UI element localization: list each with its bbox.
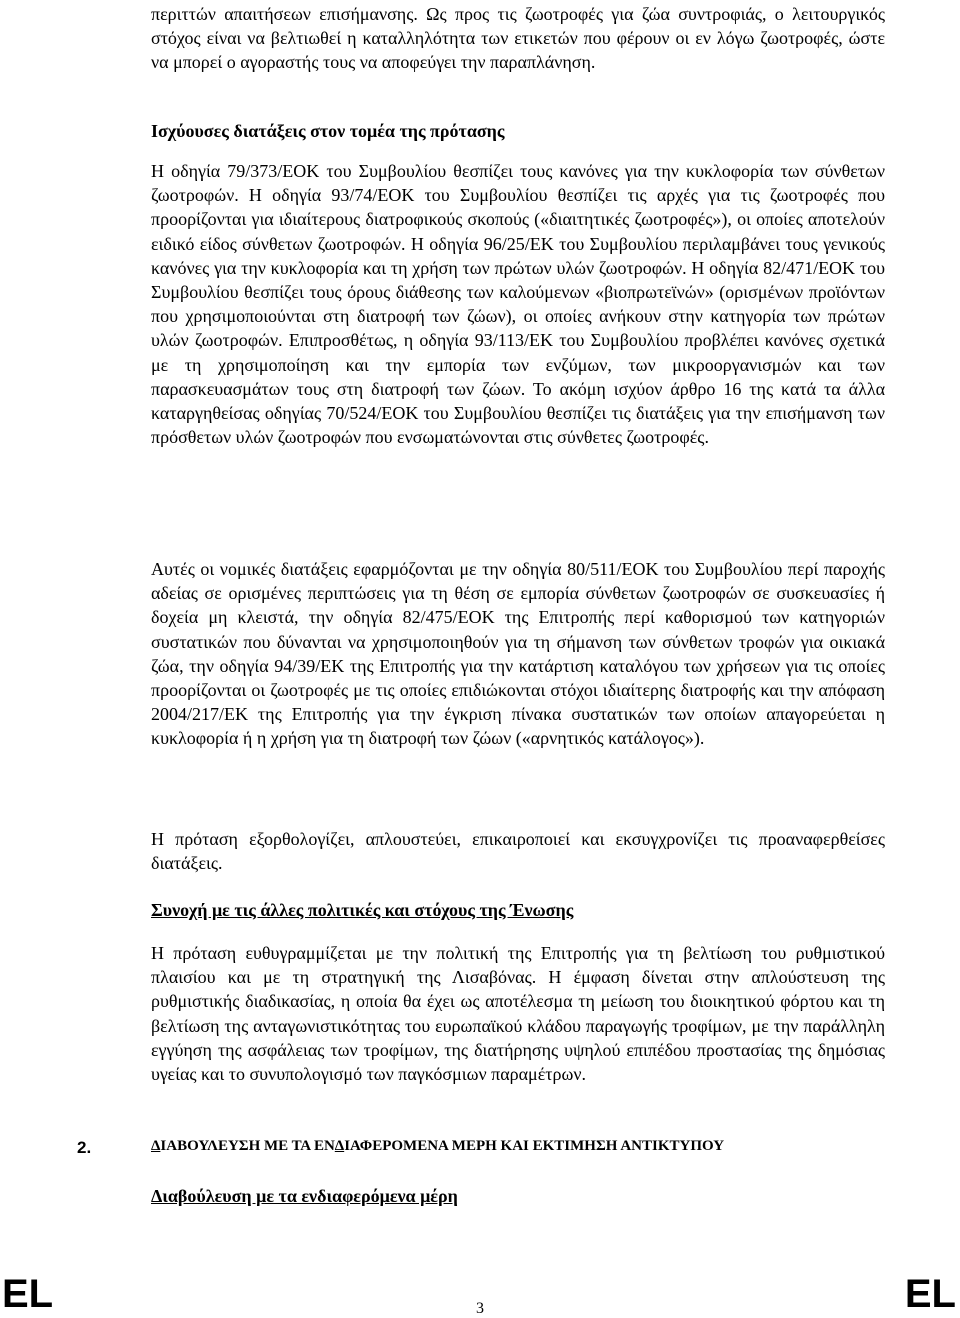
- footer-language-right: EL: [904, 1272, 956, 1316]
- footer-language-left: EL: [2, 1272, 54, 1316]
- heading-consultation: Διαβούλευση με τα ενδιαφερόμενα μέρη: [151, 1186, 458, 1206]
- section-title-d: Δ: [334, 1138, 345, 1154]
- intro-paragraph: περιττών απαιτήσεων επισήμανσης. Ως προς τις ζωοτροφές για ζώα συντροφιάς, ο λειτουργικός στόχος είναι να βελτιωθεί η καταλληλότητα των ετικετών που φέρουν οι εν λόγω ζωοτροφές, ώστε να μπορεί ο αγοραστής τους να αποφεύγει την παραπλάνηση.: [151, 4, 885, 73]
- page-number: 3: [476, 1300, 484, 1317]
- paragraph-coherence: Η πρόταση ευθυγραμμίζεται με την πολιτική της Επιτροπής για τη βελτίωση του ρυθμιστικού πλαισίου και με τη στρατηγική της Λισαβόνας. Η έμφαση δίνεται στην απλούστευση της ρυθμιστικής διαδικασίας, η οποία θα έχει ως αποτέλεσμα τη μείωση του διοικητικού φόρτου και τη βελτίωση της ανταγωνιστικότητας του ευρωπαϊκού κλάδου παραγωγής τροφίμων, με την παράλληλη εγγύηση της ασφάλειας των τροφίμων, της διατήρησης υψηλού επιπέδου προστασίας της δημόσιας υγείας και το συνυπολογισμό των παγκόσμιων παραμέτρων.: [151, 943, 885, 1085]
- paragraph-existing-provisions: Η οδηγία 79/373/ΕΟΚ του Συμβουλίου θεσπίζει τους κανόνες για την κυκλοφορία των σύνθετων ζωοτροφών. Η οδηγία 93/74/ΕΟΚ του Συμβουλίου θεσπίζει τις αρχές για τις ζωοτροφές που προορίζονται για ιδιαίτερους διατροφικούς σκοπούς («διαιτητικές ζωοτροφές»), οι οποίες αποτελούν ειδικό είδος σύνθετων ζωοτροφών. Η οδηγία 96/25/ΕΚ του Συμβουλίου περιλαμβάνει τους γενικούς κανόνες για την κυκλοφορία και τη χρήση των πρώτων υλών ζωοτροφών. Η οδηγία 82/471/ΕΟΚ του Συμβουλίου θεσπίζει τους όρους διάθεσης των καλούμενων «βιοπρωτεϊνών» (ορισμένων προϊόντων που χρησιμοποιούνται στη διατροφή των ζώων), οι οποίες ανήκουν στην κατηγορία των πρώτων υλών ζωοτροφών. Επιπροσθέτως, η οδηγία 93/113/ΕΚ του Συμβουλίου προβλέπει κανόνες σχετικά με τη χρησιμοποίηση και την εμπορία των ενζύμων, των μικροοργανισμών και των παρασκευασμάτων τους στη διατροφή των ζώων. Το ακόμη ισχύον άρθρο 16 της κατά τα άλλα καταργηθείσας οδηγίας 70/524/ΕΟΚ του Συμβουλίου θεσπίζει τις διατάξεις για την επισήμανση των πρόσθετων υλών ζωοτροφών που ενσωματώνονται στις σύνθετες ζωοτροφές.: [151, 161, 885, 448]
- section-title: [151, 1138, 724, 1155]
- section-number: 2.: [77, 1138, 92, 1157]
- heading-existing-provisions: Ισχύουσες διατάξεις στον τομέα της πρότασης: [151, 121, 505, 141]
- section-title-part-1: ΙΑΒΟΥΛΕΥΣΗ ΜΕ ΤΑ ΕΝ: [160, 1138, 335, 1154]
- section-title-initial: Δ: [151, 1138, 161, 1154]
- heading-coherence: Συνοχή με τις άλλες πολιτικές και στόχους της Ένωσης: [151, 900, 574, 920]
- paragraph-application: Αυτές οι νομικές διατάξεις εφαρμόζονται με την οδηγία 80/511/ΕΟΚ του Συμβουλίου περί παροχής αδείας σε ορισμένες περιπτώσεις για τη θέση σε εμπορία σύνθετων ζωοτροφών σε συσκευασίες ή δοχεία μη κλειστά, την οδηγία 82/475/ΕΟΚ της Επιτροπής περί καθορισμού των κατηγοριών συστατικών που δύνανται να χρησιμοποιηθούν για τη σήμανση των σύνθετων τροφών για οικιακά ζώα, την οδηγία 94/39/ΕΚ της Επιτροπής για την κατάρτιση καταλόγου των χρήσεων για τις οποίες προορίζονται οι ζωοτροφές με τις οποίες επιδιώκονται στόχοι ιδιαίτερης διατροφής και την απόφαση 2004/217/ΕΚ της Επιτροπής για την έγκριση πίνακα συστατικών των οποίων απαγορεύεται η κυκλοφορία ή η χρήση για τη διατροφή των ζώων («αρνητικός κατάλογος»).: [151, 559, 885, 749]
- paragraph-proposal: Η πρόταση εξορθολογίζει, απλουστεύει, επικαιροποιεί και εκσυγχρονίζει τις προαναφερθείσες διατάξεις.: [151, 829, 885, 874]
- section-title-part-2: ΙΑΦΕΡΟΜΕΝΑ ΜΕΡΗ ΚΑΙ ΕΚΤΙΜΗΣΗ ΑΝΤΙΚΤΥΠΟΥ: [344, 1138, 725, 1154]
